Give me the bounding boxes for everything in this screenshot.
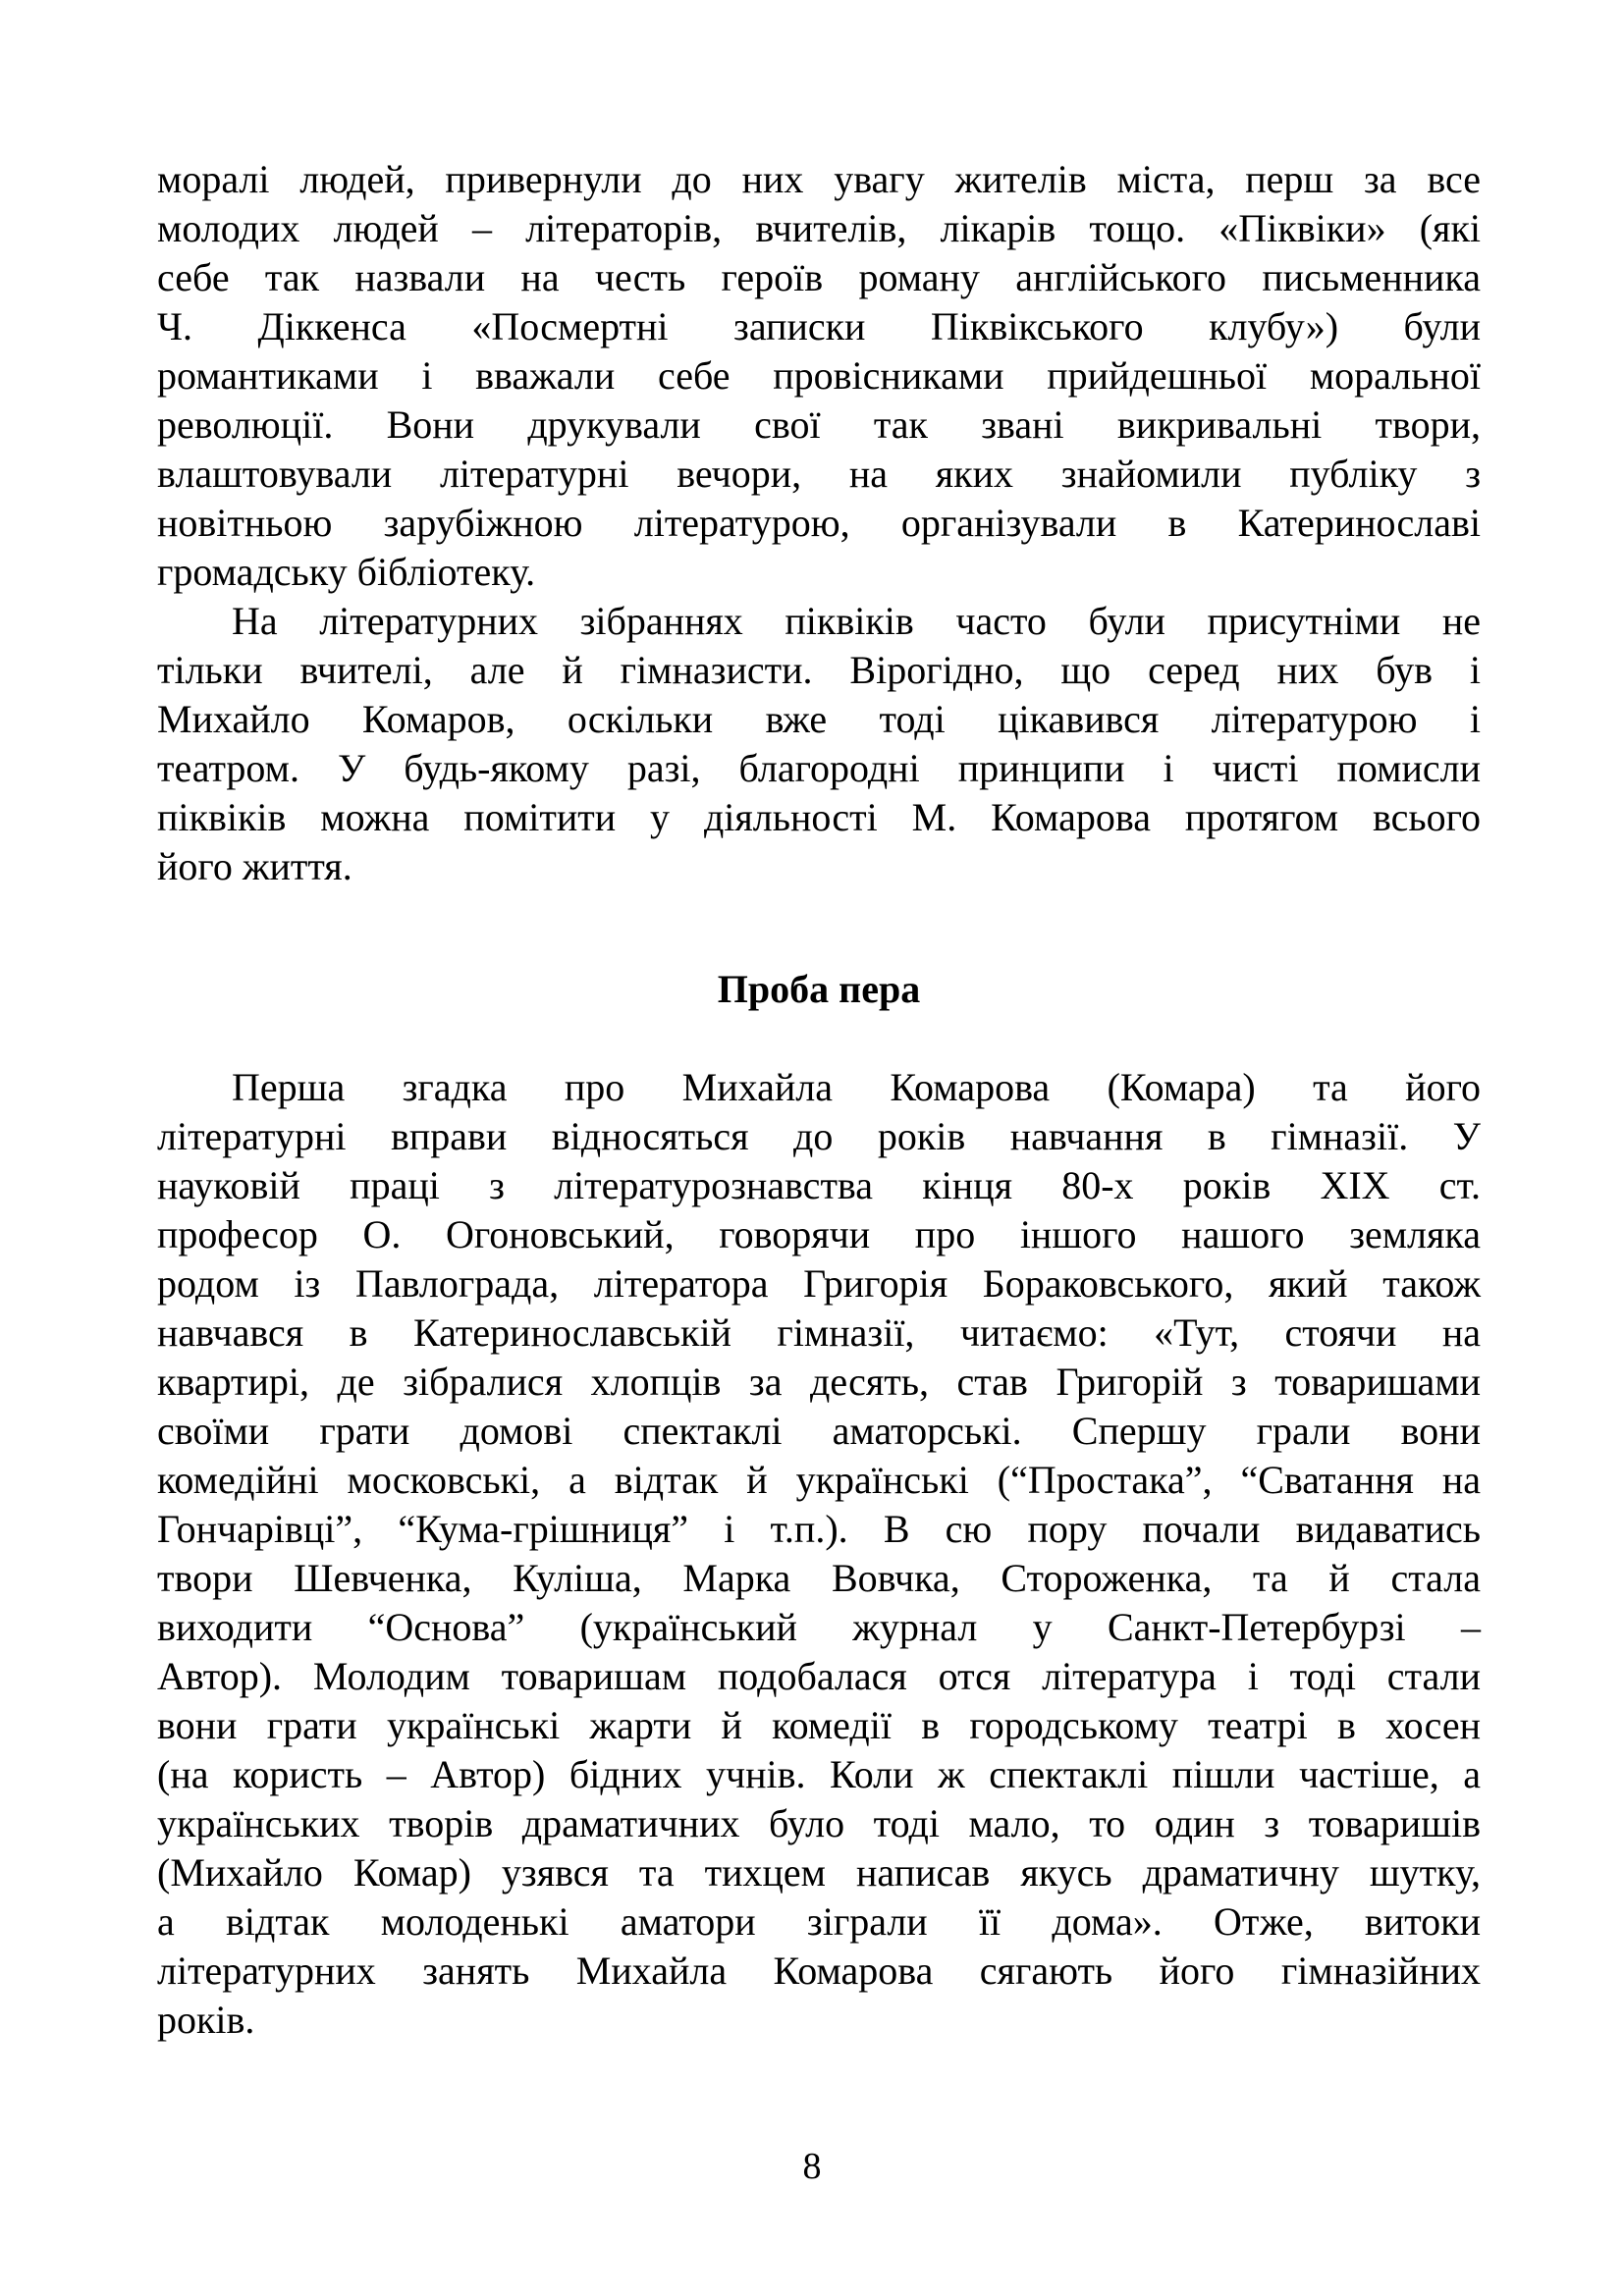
text-line: років. xyxy=(157,1998,255,2042)
text-line: влаштовували літературні вечори, на яких знайомили публіку з xyxy=(157,452,1481,496)
text-line: комедійні московські, а відтак й українські (“Простака”, “Сватання на xyxy=(157,1458,1481,1502)
text-line: українських творів драматичних було тоді мало, то один з товаришів xyxy=(157,1801,1481,1845)
text-line: молодих людей – літераторів, вчителів, лікарів тощо. «Піквіки» (які xyxy=(157,206,1481,250)
text-line: (Михайло Комар) узявся та тихцем написав якусь драматичну шутку, xyxy=(157,1850,1481,1895)
text-line: піквіків можна помітити у діяльності М. Комарова протягом всього xyxy=(157,795,1481,839)
text-line: науковій праці з літературознавства кінця 80-х років XIX ст. xyxy=(157,1163,1481,1207)
paragraph-3 xyxy=(157,1063,1481,2045)
text-line: громадську бібліотеку. xyxy=(157,550,536,594)
text-line: літературні вправи відносяться до років навчання в гімназії. У xyxy=(157,1114,1481,1158)
section-heading: Проба пера xyxy=(717,967,921,1011)
text-line: Автор). Молодим товаришам подобалася отся література і тоді стали xyxy=(157,1654,1481,1698)
text-line: літературних занять Михайла Комарова сягають його гімназійних xyxy=(157,1949,1481,1993)
text-line: його життя. xyxy=(157,844,352,888)
text-line: твори Шевченка, Куліша, Марка Вовчка, Стороженка, та й стала xyxy=(157,1556,1481,1600)
text-line: Гончарівці”, “Кума-грішниця” і т.п.). В сю пору почали видаватись xyxy=(157,1507,1481,1551)
text-line: своїми грати домові спектаклі аматорські. Спершу грали вони xyxy=(157,1409,1481,1453)
text-line: виходити “Основа” (український журнал у Санкт-Петербурзі – xyxy=(157,1605,1481,1649)
text-line: тільки вчителі, але й гімназисти. Вірогідно, що серед них був і xyxy=(157,648,1481,692)
text-line: революції. Вони друкували свої так звані викривальні твори, xyxy=(157,402,1481,447)
text-line: Михайло Комаров, оскільки вже тоді цікавився літературою і xyxy=(157,697,1481,741)
text-line: романтиками і вважали себе провісниками прийдешньої моральної xyxy=(157,353,1481,398)
page-number: 8 xyxy=(802,2146,822,2187)
text-line: себе так назвали на честь героїв роману англійського письменника xyxy=(157,255,1481,299)
paragraph-2 xyxy=(157,597,1481,891)
text-line: квартирі, де зібралися хлопців за десять, став Григорій з товаришами xyxy=(157,1360,1481,1404)
text-line: новітньою зарубіжною літературою, організували в Катеринославі xyxy=(157,501,1481,545)
text-line: вони грати українські жарти й комедії в городському театрі в хосен xyxy=(157,1703,1481,1747)
text-line: театром. У будь-якому разі, благородні принципи і чисті помисли xyxy=(157,746,1481,790)
text-line: професор О. Огоновський, говорячи про іншого нашого земляка xyxy=(157,1212,1481,1256)
text-line: родом із Павлограда, літератора Григорія Бораковського, який також xyxy=(157,1261,1481,1306)
paragraph-1 xyxy=(157,155,1481,597)
text-line: На літературних зібраннях піквіків часто були присутніми не xyxy=(232,599,1481,643)
text-line: (на користь – Автор) бідних учнів. Коли ж спектаклі пішли частіше, а xyxy=(157,1752,1481,1796)
text-line: моралі людей, привернули до них увагу жителів міста, перш за все xyxy=(157,157,1481,201)
text-line: Ч. Діккенса «Посмертні записки Піквікського клубу») були xyxy=(157,304,1481,348)
text-line: Перша згадка про Михайла Комарова (Комара) та його xyxy=(232,1065,1481,1109)
text-line: навчався в Катеринославській гімназії, читаємо: «Тут, стоячи на xyxy=(157,1310,1481,1355)
text-line: а відтак молоденькі аматори зіграли її дома». Отже, витоки xyxy=(157,1899,1481,1944)
